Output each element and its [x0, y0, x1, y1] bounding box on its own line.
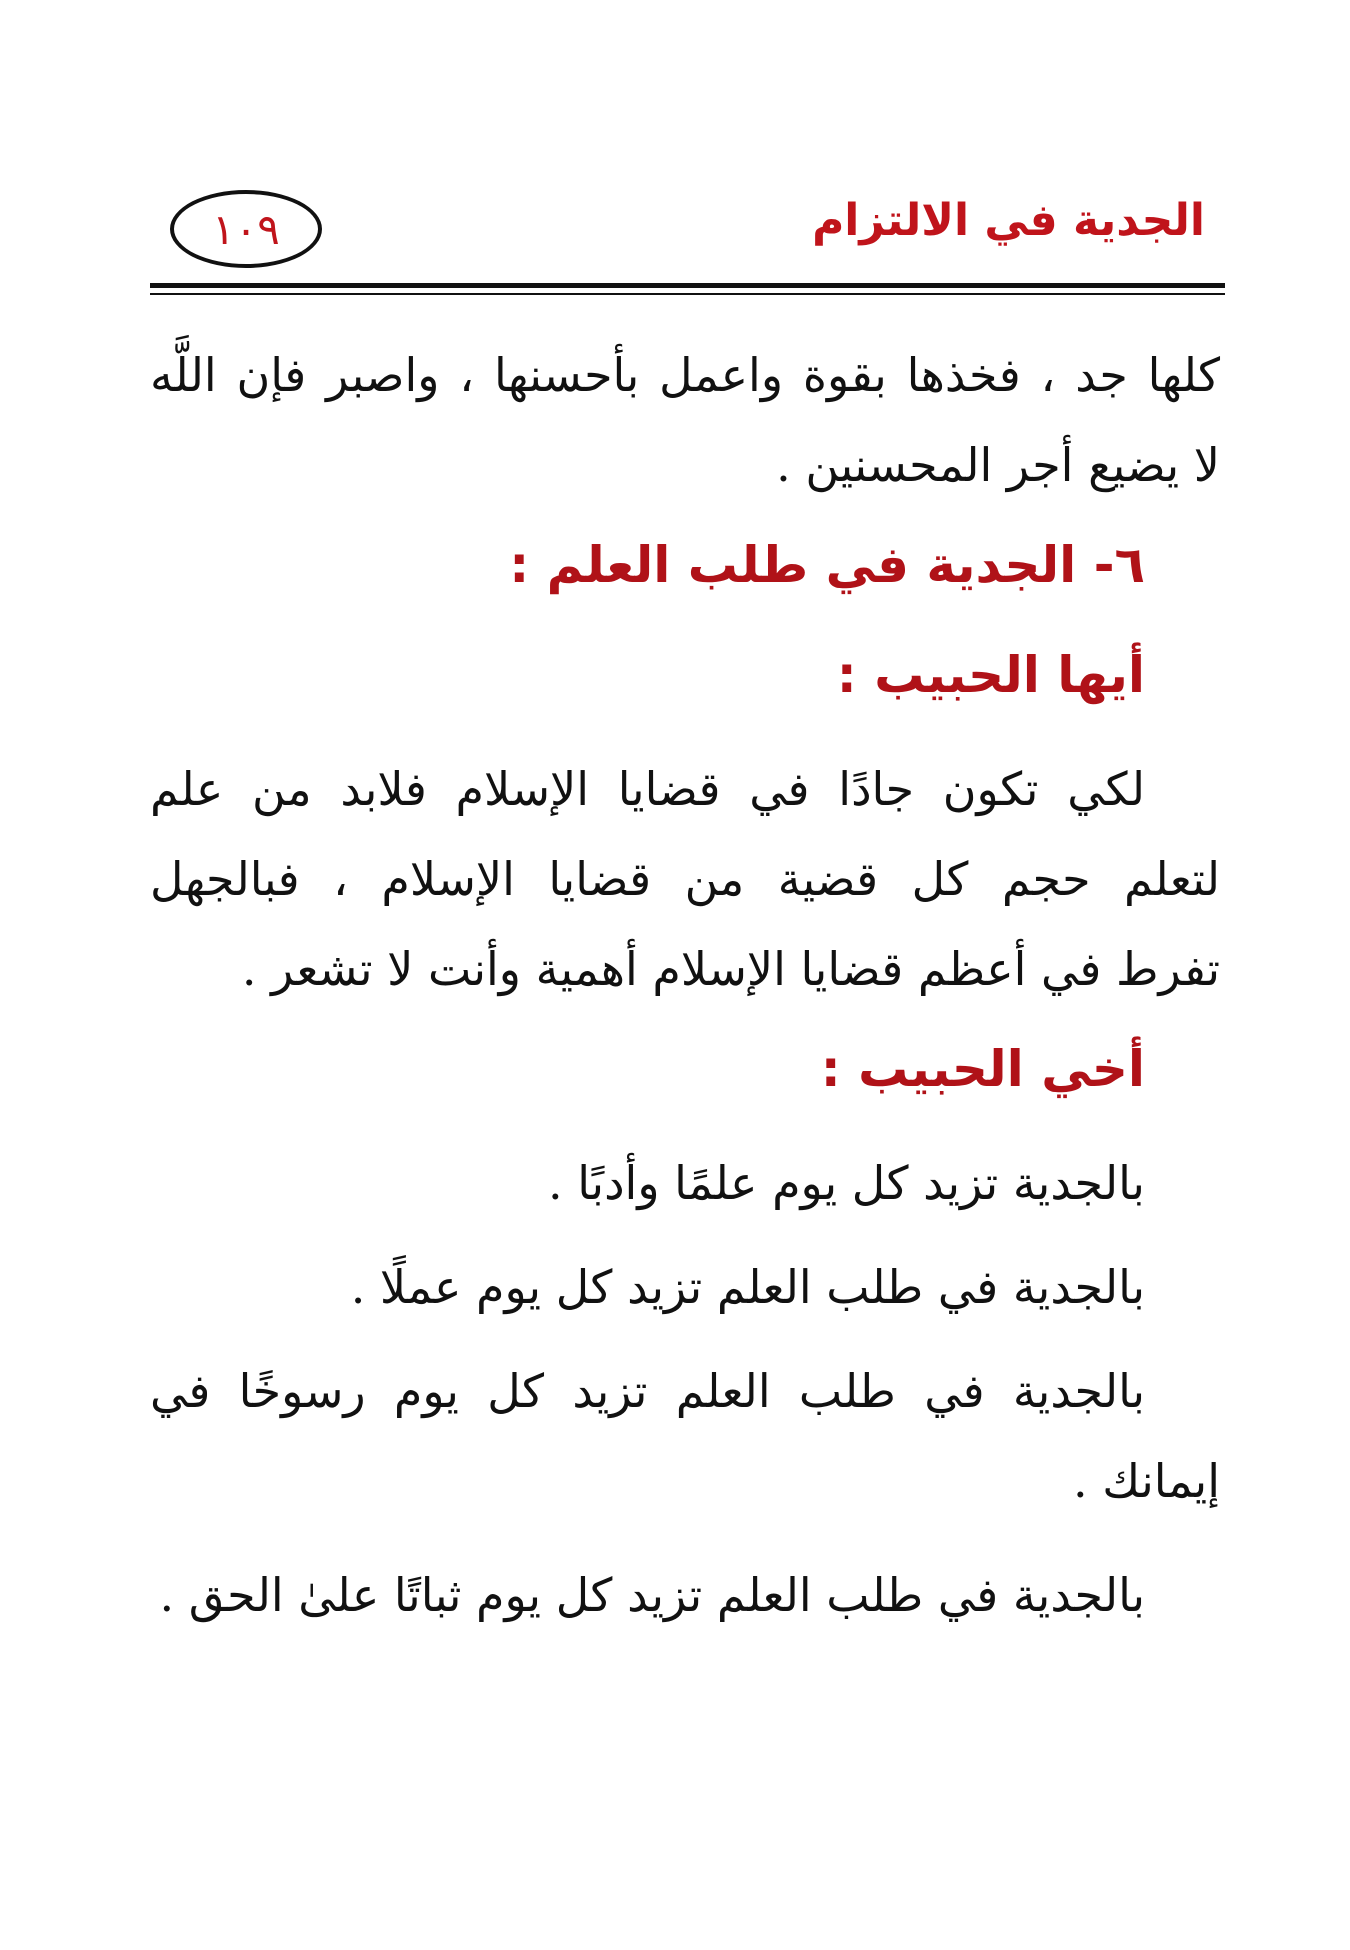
list-item: بالجدية في طلب العلم تزيد كل يوم رسوخًا في: [150, 1364, 1145, 1418]
running-title: الجدية في الالتزام: [812, 195, 1205, 246]
header-rule-thick: [150, 283, 1225, 288]
subheading: أخي الحبيب :: [820, 1040, 1145, 1098]
list-item: بالجدية تزيد كل يوم علمًا وأدبًا .: [548, 1156, 1145, 1210]
header-rule-thin: [150, 293, 1225, 295]
paragraph-line: كلها جد ، فخذها بقوة واعمل بأحسنها ، واصبر فإن اللَّه: [150, 348, 1220, 402]
list-item: بالجدية في طلب العلم تزيد كل يوم عملًا .: [350, 1260, 1145, 1314]
section-heading: ٦- الجدية في طلب العلم :: [509, 536, 1145, 594]
page-number-oval: [170, 190, 322, 268]
paragraph-line: لا يضيع أجر المحسنين .: [776, 438, 1220, 492]
page-number: ١٠٩: [212, 204, 280, 254]
paragraph-line: لتعلم حجم كل قضية من قضايا الإسلام ، فبالجهل: [150, 852, 1220, 906]
list-item: بالجدية في طلب العلم تزيد كل يوم ثباتًا علىٰ الحق .: [159, 1568, 1145, 1622]
subheading: أيها الحبيب :: [836, 646, 1145, 704]
page-body: [150, 330, 1220, 1640]
paragraph-line: تفرط في أعظم قضايا الإسلام أهمية وأنت لا تشعر .: [241, 942, 1220, 996]
paragraph-line: لكي تكون جادًا في قضايا الإسلام فلابد من علم: [150, 762, 1145, 816]
list-item-continuation: إيمانك .: [1072, 1454, 1220, 1508]
